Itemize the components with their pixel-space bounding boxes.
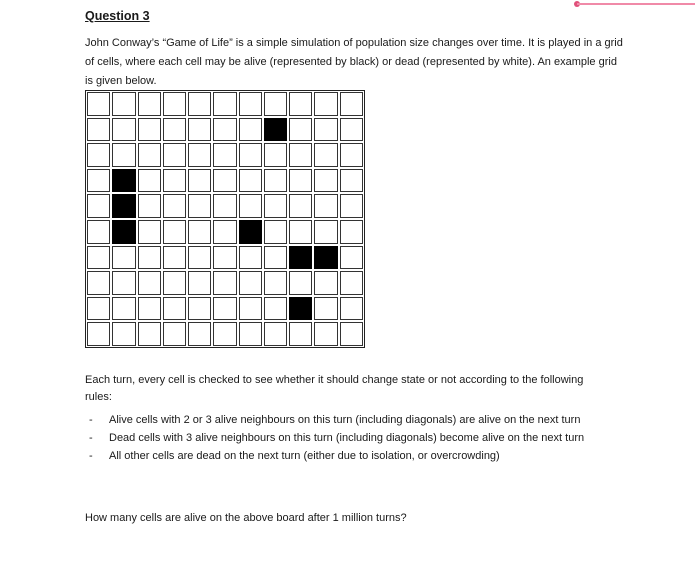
rule-item <box>85 449 615 464</box>
grid-cell-alive <box>112 169 135 193</box>
grid-cell-dead <box>289 118 312 142</box>
grid-cell-dead <box>188 246 211 270</box>
grid-cell-dead <box>264 246 287 270</box>
grid-cell-dead <box>314 194 337 218</box>
grid-cell-dead <box>314 322 337 346</box>
grid-cell-dead <box>340 246 363 270</box>
grid-cell-dead <box>213 322 236 346</box>
grid-cell-dead <box>163 297 186 321</box>
rule-item <box>85 431 615 446</box>
grid-cell-alive <box>112 220 135 244</box>
grid-cell-alive <box>289 246 312 270</box>
grid-cell-dead <box>314 118 337 142</box>
grid-cell-dead <box>340 169 363 193</box>
grid-cell-dead <box>138 322 161 346</box>
grid-cell-dead <box>239 169 262 193</box>
grid-cell-dead <box>188 271 211 295</box>
grid-cell-dead <box>138 297 161 321</box>
rules-list <box>85 413 615 467</box>
grid-cell-dead <box>188 118 211 142</box>
accent-line <box>577 3 695 5</box>
grid-cell-dead <box>138 92 161 116</box>
grid-cell-dead <box>213 246 236 270</box>
grid-cell-dead <box>112 297 135 321</box>
grid-cell-dead <box>213 143 236 167</box>
grid-cell-dead <box>239 92 262 116</box>
grid-cell-dead <box>340 220 363 244</box>
grid-cell-dead <box>289 143 312 167</box>
grid-cell-dead <box>314 297 337 321</box>
intro-paragraph: John Conway’s “Game of Life” is a simple simulation of population size changes over time. It is played in a grid of cells, where each cell may be alive (represented by black) or dead (represented by white). An example grid is given below. <box>85 37 623 87</box>
grid-cell-dead <box>264 271 287 295</box>
grid-cell-dead <box>264 169 287 193</box>
grid-cell-dead <box>239 297 262 321</box>
grid-cell-dead <box>138 271 161 295</box>
grid-cell-dead <box>87 169 110 193</box>
grid-cell-dead <box>188 220 211 244</box>
grid-cell-dead <box>340 297 363 321</box>
grid-cell-dead <box>87 322 110 346</box>
grid-cell-dead <box>112 118 135 142</box>
grid-cell-dead <box>163 194 186 218</box>
rules-intro: Each turn, every cell is checked to see whether it should change state or not according to the following rules: <box>85 374 584 403</box>
grid-cell-dead <box>289 271 312 295</box>
question-text: How many cells are alive on the above board after 1 million turns? <box>85 512 407 524</box>
grid-cell-alive <box>264 118 287 142</box>
grid-cell-dead <box>163 271 186 295</box>
grid-cell-dead <box>87 143 110 167</box>
grid-cell-dead <box>213 220 236 244</box>
grid-cell-dead <box>138 220 161 244</box>
grid-cell-dead <box>340 118 363 142</box>
grid-cell-dead <box>163 220 186 244</box>
grid-cell-dead <box>213 118 236 142</box>
grid-cell-alive <box>112 194 135 218</box>
grid-cell-dead <box>314 271 337 295</box>
grid-cell-dead <box>239 118 262 142</box>
grid-cell-dead <box>112 322 135 346</box>
grid-cell-dead <box>340 271 363 295</box>
grid-cell-dead <box>213 271 236 295</box>
grid-cell-dead <box>112 143 135 167</box>
bullet-dash: - <box>89 450 93 462</box>
grid-cell-dead <box>87 271 110 295</box>
grid-cell-dead <box>163 322 186 346</box>
rule-text: Dead cells with 3 alive neighbours on this turn (including diagonals) become alive on the next turn <box>109 432 585 444</box>
grid-cell-dead <box>188 169 211 193</box>
grid-cell-dead <box>289 194 312 218</box>
rule-text: All other cells are dead on the next turn (either due to isolation, or overcrowding) <box>109 450 500 462</box>
game-of-life-grid <box>85 90 365 348</box>
grid-cell-dead <box>188 322 211 346</box>
grid-cell-dead <box>314 92 337 116</box>
grid-cell-dead <box>340 143 363 167</box>
grid-cell-dead <box>264 194 287 218</box>
rule-text: Alive cells with 2 or 3 alive neighbours on this turn (including diagonals) are alive on the next turn <box>109 414 581 426</box>
grid-cell-dead <box>213 194 236 218</box>
grid-cell-dead <box>314 220 337 244</box>
grid-cell-dead <box>163 118 186 142</box>
grid-cell-alive <box>239 220 262 244</box>
grid-cell-dead <box>163 246 186 270</box>
grid-cell-dead <box>289 92 312 116</box>
grid-cell-dead <box>87 92 110 116</box>
grid-cell-alive <box>289 297 312 321</box>
grid-cell-dead <box>264 297 287 321</box>
grid-cell-dead <box>188 297 211 321</box>
grid-cell-dead <box>138 143 161 167</box>
grid-cell-dead <box>264 92 287 116</box>
grid-cell-dead <box>239 246 262 270</box>
grid-cell-dead <box>239 194 262 218</box>
grid-cell-dead <box>138 194 161 218</box>
grid-cell-dead <box>163 143 186 167</box>
grid-cell-dead <box>112 92 135 116</box>
grid-cell-dead <box>138 246 161 270</box>
grid-cell-dead <box>138 169 161 193</box>
grid-cell-dead <box>188 194 211 218</box>
grid-cell-dead <box>188 92 211 116</box>
grid-cell-dead <box>87 194 110 218</box>
grid-cell-dead <box>213 297 236 321</box>
grid-cell-alive <box>314 246 337 270</box>
grid-cell-dead <box>87 297 110 321</box>
grid-cell-dead <box>87 246 110 270</box>
grid-cell-dead <box>340 92 363 116</box>
grid-cell-dead <box>289 220 312 244</box>
grid-cell-dead <box>289 169 312 193</box>
grid-cell-dead <box>163 169 186 193</box>
grid-cell-dead <box>264 143 287 167</box>
bullet-dash: - <box>89 414 93 426</box>
grid-cell-dead <box>112 271 135 295</box>
grid-cell-dead <box>239 271 262 295</box>
grid-cell-dead <box>213 169 236 193</box>
grid-cell-dead <box>340 194 363 218</box>
grid-cell-dead <box>213 92 236 116</box>
grid-cell-dead <box>340 322 363 346</box>
grid-cell-dead <box>87 118 110 142</box>
grid-cell-dead <box>264 322 287 346</box>
rule-item <box>85 413 615 428</box>
grid-cell-dead <box>112 246 135 270</box>
grid-cell-dead <box>314 143 337 167</box>
question-heading: Question 3 <box>85 9 150 23</box>
grid-cell-dead <box>138 118 161 142</box>
grid-cell-dead <box>87 220 110 244</box>
grid-cell-dead <box>264 220 287 244</box>
grid-cell-dead <box>188 143 211 167</box>
grid-cell-dead <box>289 322 312 346</box>
grid-cell-dead <box>239 143 262 167</box>
grid-cell-dead <box>314 169 337 193</box>
bullet-dash: - <box>89 432 93 444</box>
grid-cell-dead <box>239 322 262 346</box>
grid-cell-dead <box>163 92 186 116</box>
